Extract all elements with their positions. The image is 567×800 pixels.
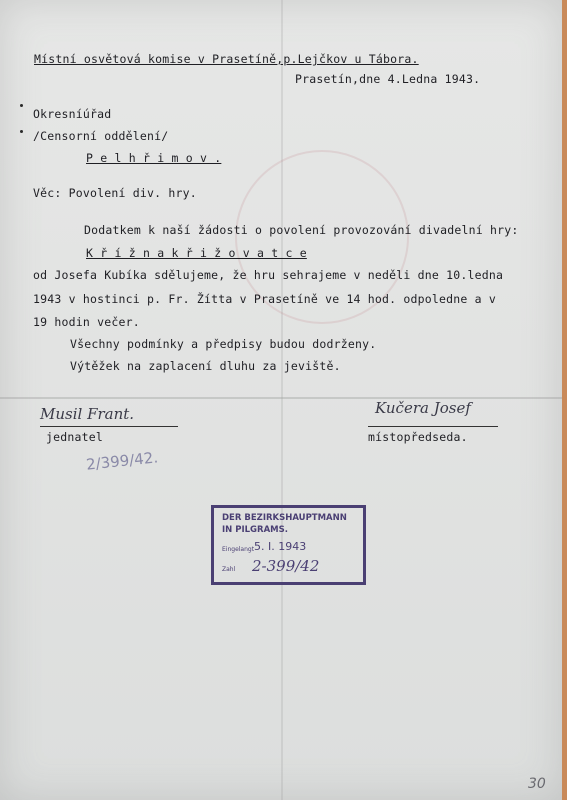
stamp-authority: DER BEZIRKSHAUPTMANN	[222, 513, 347, 523]
letterhead-organization: Místní osvětová komise v Prasetíně,p.Lejčkov u Tábora.	[34, 52, 419, 66]
recipient-office: Okresníúřad	[33, 107, 112, 121]
body-line-4: 19 hodin večer.	[33, 315, 140, 329]
body-line-2: od Josefa Kubíka sdělujeme, že hru sehrajeme v neděli dne 10.ledna	[33, 268, 504, 282]
recipient-department: /Censorní oddělení/	[33, 129, 169, 143]
punch-mark	[20, 104, 23, 107]
left-signature-title: jednatel	[46, 430, 103, 444]
left-signature-line	[40, 426, 178, 427]
body-line-1: Dodatkem k naší žádosti o povolení provozování divadelní hry:	[84, 223, 519, 237]
stamp-received-date: 5. I. 1943	[254, 540, 307, 553]
right-signature-line	[368, 426, 498, 427]
body-line-6: Výtěžek na zaplacení dluhu za jeviště.	[70, 359, 341, 373]
stamp-number: 2-399/42	[252, 557, 320, 575]
right-signature: Kučera Josef	[375, 399, 471, 417]
vertical-fold	[281, 0, 283, 800]
pencil-reference-note: 2/399/42.	[85, 448, 159, 474]
play-title: K ř í ž n a k ř i ž o v a t c e	[86, 246, 307, 260]
body-line-3: 1943 v hostinci p. Fr. Žítta v Prasetíně ve 14 hod. odpoledne a v	[33, 292, 497, 306]
stamp-number-label: Zahl	[222, 566, 236, 573]
receipt-stamp	[211, 505, 366, 585]
subject-line: Věc: Povolení div. hry.	[33, 186, 197, 200]
right-signature-title: místopředseda.	[368, 430, 468, 444]
punch-mark	[20, 130, 23, 133]
place-date: Prasetín,dne 4.Ledna 1943.	[295, 72, 481, 86]
stamp-received-label: Eingelangt	[222, 546, 255, 553]
page-number: 30	[528, 776, 546, 792]
body-line-5: Všechny podmínky a předpisy budou dodrženy.	[70, 337, 377, 351]
stamp-location: IN PILGRAMS.	[222, 525, 288, 535]
left-signature: Musil Frant.	[40, 405, 135, 423]
recipient-city: P e l h ř i m o v .	[86, 151, 222, 165]
